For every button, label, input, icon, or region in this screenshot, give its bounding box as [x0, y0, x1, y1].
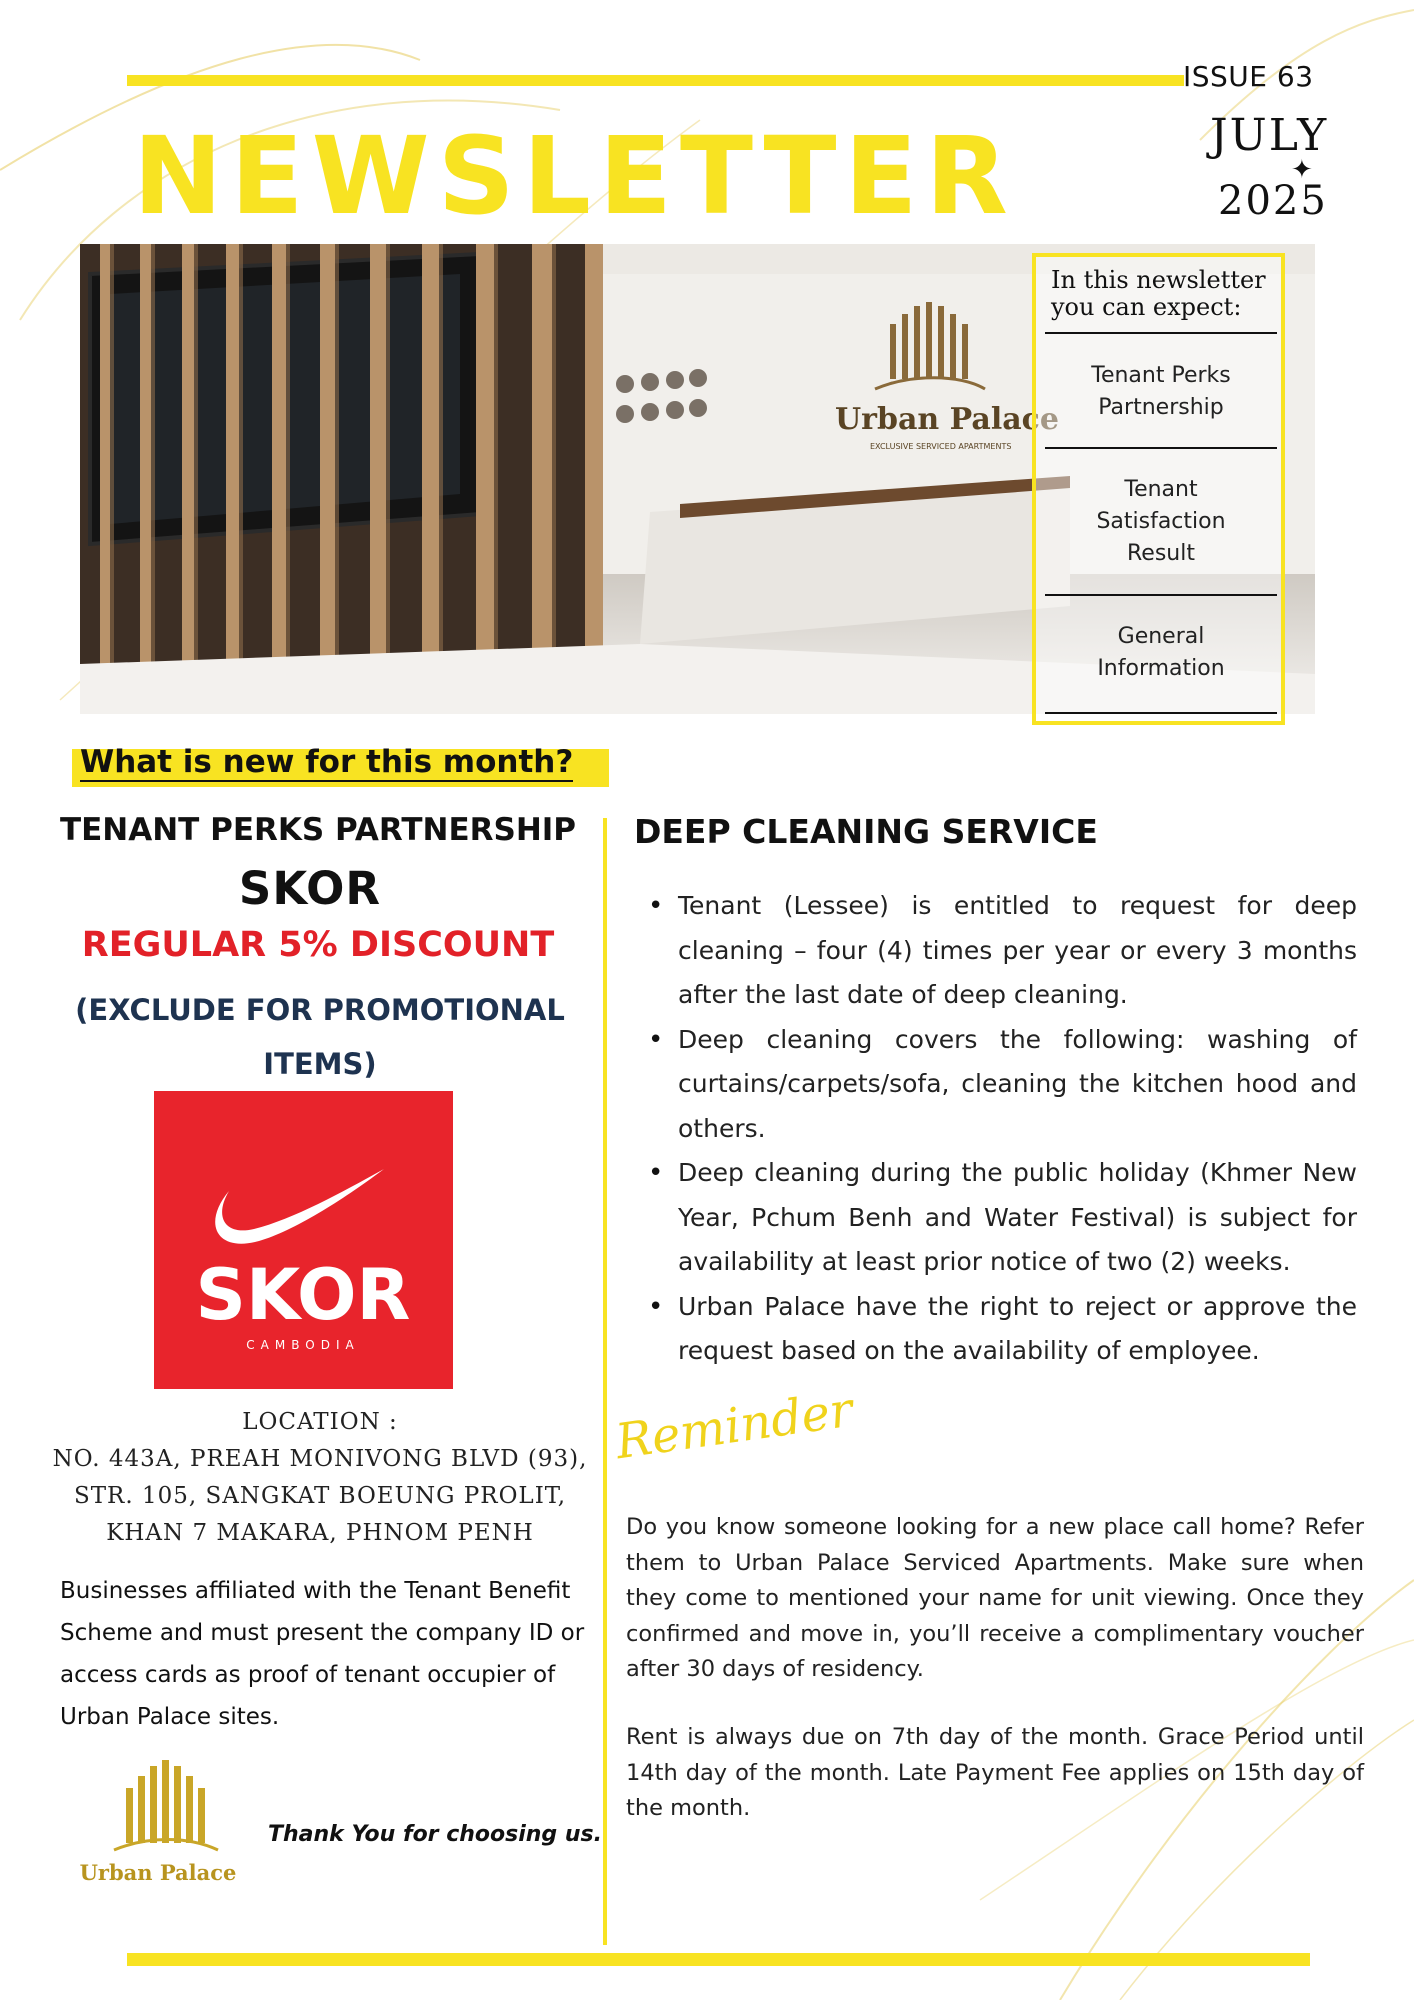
toc-item-tenant-satisfaction: Tenant Satisfaction Result — [1096, 477, 1226, 566]
affiliation-note: Businesses affiliated with the Tenant Benefit Scheme and must present the company ID or access cards as proof of tenant occupier of Urban Palace sites. — [60, 1578, 585, 1730]
swoosh-icon — [215, 1169, 384, 1244]
toc-divider — [1045, 712, 1277, 714]
exclusion-note: (EXCLUDE FOR PROMOTIONAL ITEMS) — [75, 993, 565, 1081]
rent-paragraph: Rent is always due on 7th day of the month. Grace Period until 14th day of the month. Late Payment Fee applies on 15th day of the month. — [626, 1724, 1364, 1821]
toc-item-general-information: General Information — [1097, 624, 1225, 681]
toc-divider — [1045, 594, 1277, 596]
perks-title: TENANT PERKS PARTNERSHIP — [59, 812, 577, 848]
section-heading: What is new for this month? — [80, 744, 574, 780]
skor-logo-word: SKOR — [195, 1254, 411, 1336]
issue-number: ISSUE 63 — [1183, 60, 1314, 93]
list-item: • Deep cleaning during the public holiday (Khmer New Year, Pchum Benh and Water Festival) is subject for availability at least prior notice of two (2) weeks. — [652, 1151, 1357, 1285]
partner-location: LOCATION : NO. 443A, PREAH MONIVONG BLVD (93), STR. 105, SANGKAT BOEUNG PROLIT, KHAN 7 MAKARA, PHNOM PENH — [52, 1409, 588, 1546]
deep-cleaning-list — [652, 884, 1357, 1374]
newsletter-title: NEWSLETTER — [133, 115, 1016, 239]
discount-text: REGULAR 5% DISCOUNT — [81, 925, 555, 965]
thank-you-note: Thank You for choosing us. — [268, 1822, 602, 1847]
issue-year: 2025 — [1218, 178, 1328, 224]
partner-brand-name: SKOR — [238, 862, 382, 915]
list-item: • Urban Palace have the right to reject or approve the request based on the availability of employee. — [652, 1285, 1357, 1374]
toc-box — [1032, 253, 1285, 725]
toc-heading: In this newsletter you can expect: — [1051, 266, 1266, 321]
lobby-sign-subtext: EXCLUSIVE SERVICED APARTMENTS — [870, 442, 1012, 451]
toc-divider — [1045, 447, 1277, 449]
list-item: • Deep cleaning covers the following: washing of curtains/carpets/sofa, cleaning the kitchen hood and others. — [652, 1018, 1357, 1152]
column-divider — [603, 818, 607, 1945]
lobby-sign-text: Urban Palace — [835, 402, 1060, 437]
bottom-rule — [127, 1953, 1310, 1966]
list-item: • Tenant (Lessee) is entitled to request for deep cleaning – four (4) times per year or every 3 months after the last date of deep cleaning. — [652, 884, 1357, 1018]
urban-palace-logo — [78, 1738, 238, 1888]
toc-item-tenant-perks: Tenant Perks Partnership — [1091, 363, 1231, 420]
top-rule — [127, 75, 1184, 86]
urban-palace-logo-text: Urban Palace — [79, 1860, 237, 1885]
issue-month: JULY — [1210, 110, 1329, 161]
sparkle-icon: ✦ — [1291, 155, 1313, 185]
toc-divider — [1045, 332, 1277, 334]
skor-logo-sub: CAMBODIA — [246, 1338, 360, 1352]
deep-cleaning-title: DEEP CLEANING SERVICE — [634, 812, 1098, 851]
skor-logo — [154, 1091, 453, 1389]
reminder-heading: Reminder — [612, 1381, 857, 1471]
referral-paragraph: Do you know someone looking for a new place call home? Refer them to Urban Palace Serviced Apartments. Make sure when they come to mentioned your name for unit viewing. Once they confirmed and move in, you’ll receive a complimentary voucher after 30 days of residency. — [626, 1514, 1364, 1682]
